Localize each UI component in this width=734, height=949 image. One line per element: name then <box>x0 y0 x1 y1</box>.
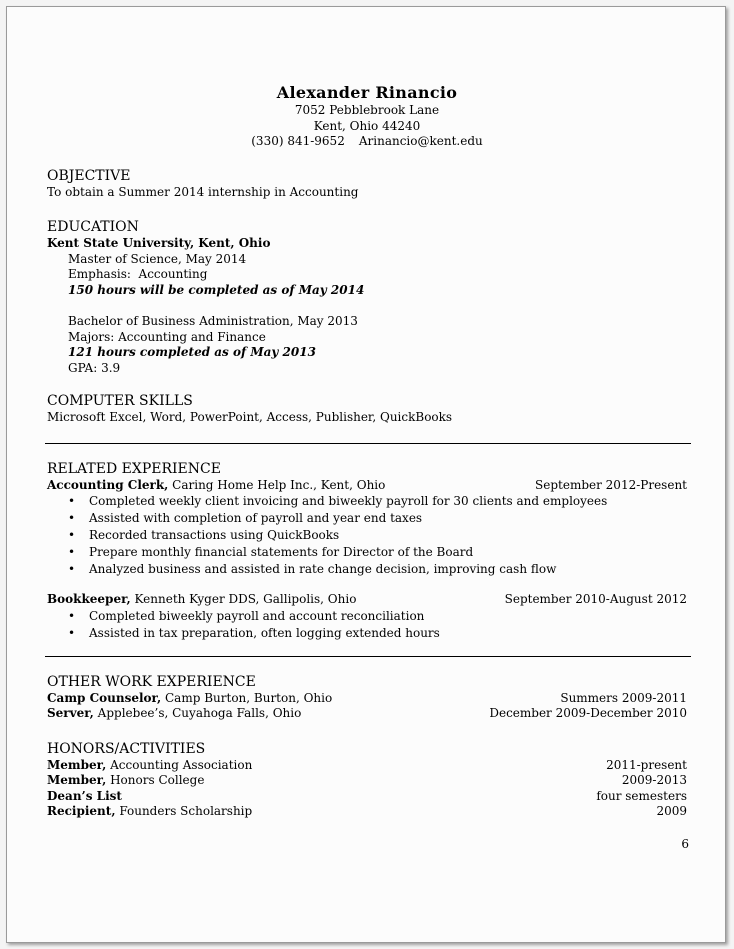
honor-title: Member, <box>47 757 107 772</box>
job-employer: Kenneth Kyger DDS, Gallipolis, Ohio <box>130 592 357 606</box>
duty-item: • Assisted with completion of payroll and year end taxes <box>68 511 423 525</box>
job-dates: December 2009-December 2010 <box>489 706 687 720</box>
masters-note: 150 hours will be completed as of May 2014 <box>68 282 365 297</box>
honor-dates: four semesters <box>596 788 687 803</box>
bullet-icon: • <box>68 625 76 640</box>
contact-line <box>47 134 687 150</box>
phone-number: (330) 841-9652 <box>251 134 345 148</box>
job-duties <box>47 608 687 642</box>
objective-heading: OBJECTIVE <box>47 167 131 184</box>
address-line-1: 7052 Pebblebrook Lane <box>294 103 440 117</box>
honor-title: Dean’s List <box>47 788 122 803</box>
page-number: 6 <box>681 837 689 851</box>
job-row <box>47 592 687 608</box>
address-line-2: Kent, Ohio 44240 <box>313 118 421 133</box>
resume-page <box>6 6 726 943</box>
honor-dates: 2009-2013 <box>621 773 687 787</box>
job-row <box>47 691 687 707</box>
skills-text: Microsoft Excel, Word, PowerPoint, Access, Publisher, QuickBooks <box>47 410 453 424</box>
honors-heading: HONORS/ACTIVITIES <box>47 740 206 757</box>
honor-title: Member, <box>47 773 107 787</box>
job-dates: Summers 2009-2011 <box>560 690 687 705</box>
honor-dates: 2009 <box>656 804 687 818</box>
honor-row <box>47 758 687 774</box>
bachelors-majors: Majors: Accounting and Finance <box>68 329 266 344</box>
honor-detail: Accounting Association <box>106 757 253 772</box>
duty-item: • Completed weekly client invoicing and biweekly payroll for 30 clients and employees <box>68 494 608 508</box>
job-employer: Caring Home Help Inc., Kent, Ohio <box>168 477 386 492</box>
bullet-icon: • <box>68 511 76 525</box>
bullet-icon: • <box>68 528 76 542</box>
masters-emphasis: Emphasis: Accounting <box>68 267 208 281</box>
related-experience-heading: RELATED EXPERIENCE <box>47 460 221 477</box>
school-name: Kent State University, Kent, Ohio <box>47 236 271 250</box>
skills-heading: COMPUTER SKILLS <box>47 393 193 409</box>
resume-content <box>47 83 687 820</box>
job-title: Camp Counselor, <box>47 690 162 705</box>
bullet-icon: • <box>68 545 76 559</box>
job-title-employer <box>47 592 356 608</box>
honor-row <box>47 773 687 789</box>
job-title: Accounting Clerk, <box>47 477 169 492</box>
duty-item: • Completed biweekly payroll and account reconciliation <box>68 608 425 623</box>
job-dates: September 2012-Present <box>535 477 687 492</box>
bachelors-degree: Bachelor of Business Administration, May 2013 <box>68 314 358 328</box>
gpa: GPA: 3.9 <box>68 360 121 375</box>
job-row <box>47 706 687 722</box>
objective-text: To obtain a Summer 2014 internship in Accounting <box>47 184 359 199</box>
honor-row <box>47 804 687 820</box>
applicant-name: Alexander Rinancio <box>276 83 458 102</box>
duty-item: • Prepare monthly financial statements for Director of the Board <box>68 545 474 559</box>
job-employer: Applebee’s, Cuyahoga Falls, Ohio <box>93 706 302 720</box>
bachelors-note: 121 hours completed as of May 2013 <box>68 345 316 359</box>
duty-item: • Analyzed business and assisted in rate change decision, improving cash flow <box>68 562 557 576</box>
bullet-icon: • <box>68 562 76 576</box>
job-title-employer <box>47 691 332 707</box>
job-duties <box>47 493 687 578</box>
job-title-employer <box>47 478 385 494</box>
honor-dates: 2011-present <box>606 757 687 772</box>
duty-item: • Assisted in tax preparation, often logging extended hours <box>68 625 440 640</box>
bullet-icon: • <box>68 608 76 623</box>
masters-degree: Master of Science, May 2014 <box>68 251 247 266</box>
job-title: Server, <box>47 706 94 720</box>
job-title-employer <box>47 706 301 722</box>
honor-detail: Founders Scholarship <box>115 804 253 818</box>
duty-item: • Recorded transactions using QuickBooks <box>68 528 340 542</box>
honor-row <box>47 789 687 805</box>
honor-title: Recipient, <box>47 804 116 818</box>
job-dates: September 2010-August 2012 <box>504 592 687 606</box>
other-experience-heading: OTHER WORK EXPERIENCE <box>47 673 256 690</box>
email-address: Arinancio@kent.edu <box>358 134 483 148</box>
education-heading: EDUCATION <box>47 219 139 235</box>
bullet-icon: • <box>68 494 76 508</box>
honor-detail: Honors College <box>106 773 205 787</box>
job-employer: Camp Burton, Burton, Ohio <box>161 690 333 705</box>
job-row <box>47 478 687 494</box>
job-title: Bookkeeper, <box>47 592 131 606</box>
